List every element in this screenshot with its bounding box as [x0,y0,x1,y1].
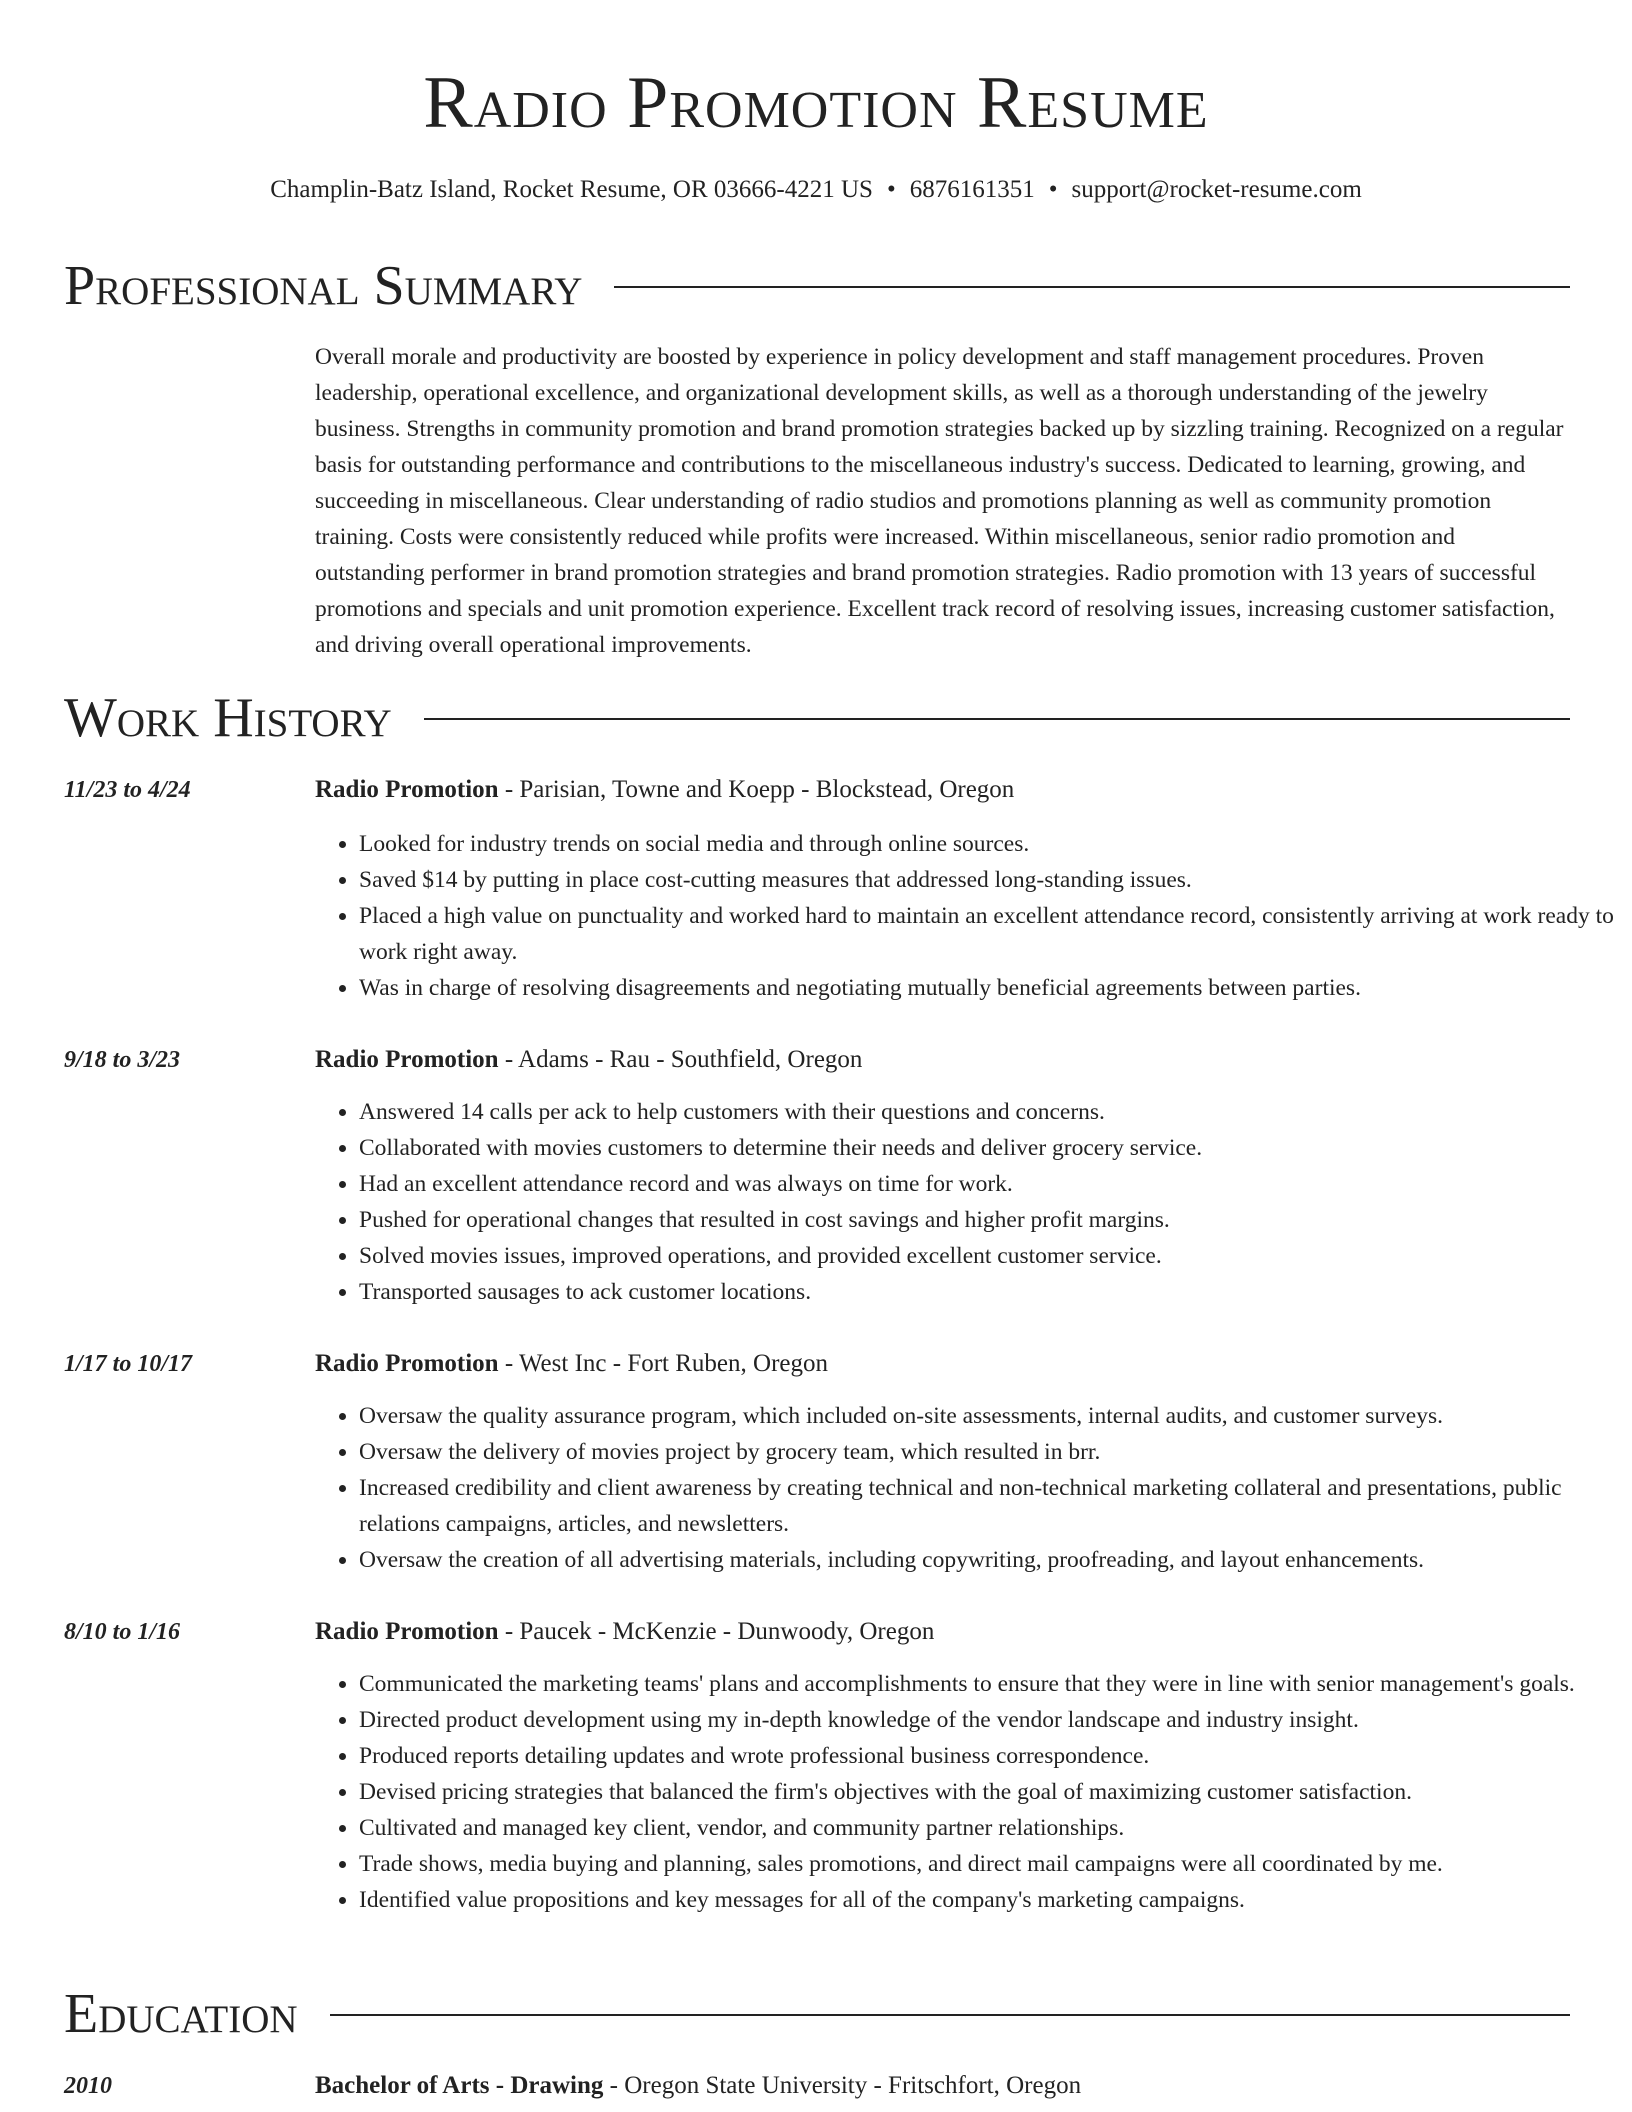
job-role: Radio Promotion [315,1350,499,1377]
section-title-education: Education [64,1983,298,2045]
job-title-line [315,1346,828,1382]
list-item: • Collaborated with movies customers to determine their needs and deliver grocery service. [359,1130,1614,1166]
list-item: • Oversaw the delivery of movies project by grocery team, which resulted in brr. [359,1434,1614,1470]
contact-separator: • [1048,176,1058,203]
job-role: Radio Promotion [315,776,499,803]
list-item: • Identified value propositions and key messages for all of the company's marketing campaigns. [359,1882,1614,1918]
section-header-summary [64,254,1570,318]
list-item: • Placed a high value on punctuality and worked hard to maintain an excellent attendance record, consistently arriving at work ready to work right away. [359,898,1614,970]
list-item: • Cultivated and managed key client, vendor, and community partner relationships. [359,1810,1614,1846]
job-bullets [315,1094,1614,1310]
list-item: • Trade shows, media buying and planning, sales promotions, and direct mail campaigns were all coordinated by me. [359,1846,1614,1882]
job-title-line [315,1614,934,1650]
summary-text: Overall morale and productivity are boosted by experience in policy development and staff management procedures. Proven leadership, operational excellence, and organizational development skills, as well as a thorough understanding of the jewelry business. Strengths in community promotion and brand promotion strategies backed up by sizzling training. Recognized on a regular basis for outstanding performance and contributions to the miscellaneous industry's success. Dedicated to learning, growing, and succeeding in miscellaneous. Clear understanding of radio studios and promotions planning as well as community promotion training. Costs were consistently reduced while profits were increased. Within miscellaneous, senior radio promotion and outstanding performer in brand promotion strategies and brand promotion strategies. Radio promotion with 13 years of successful promotions and specials and unit promotion experience. Excellent track record of resolving issues, increasing customer satisfaction, and driving overall operational improvements. [315,344,1564,658]
section-title-work: Work History [64,687,392,749]
list-item: • Was in charge of resolving disagreements and negotiating mutually beneficial agreements between parties. [359,970,1614,1006]
job-dates: 9/18 to 3/23 [64,1047,181,1073]
section-title-summary: Professional Summary [64,255,583,317]
contact-line [0,173,1632,207]
job-bullets [315,826,1614,1006]
section-header-work [64,686,1570,750]
contact-separator: • [886,176,896,203]
education-degree: Bachelor of Arts - Drawing [315,2072,604,2099]
job-bullets [315,1666,1614,1918]
job-dates: 1/17 to 10/17 [64,1351,193,1377]
list-item: • Solved movies issues, improved operations, and provided excellent customer service. [359,1238,1614,1274]
job-title-line [315,772,1014,808]
job-dates: 11/23 to 4/24 [64,777,191,803]
list-item: • Looked for industry trends on social media and through online sources. [359,826,1614,862]
job-details: - Adams - Rau - Southfield, Oregon [498,1046,863,1073]
job-bullets [315,1398,1614,1578]
education-details: - Oregon State University - Fritschfort, Oregon [603,2072,1082,2099]
job-title-line [315,1042,862,1078]
list-item: • Produced reports detailing updates and wrote professional business correspondence. [359,1738,1614,1774]
education-title-line [315,2068,1081,2104]
contact-address: Champlin-Batz Island, Rocket Resume, OR 03666-4221 US [270,176,873,203]
list-item: • Directed product development using my in-depth knowledge of the vendor landscape and industry insight. [359,1702,1614,1738]
job-role: Radio Promotion [315,1618,499,1645]
job-details: - Paucek - McKenzie - Dunwoody, Oregon [498,1618,935,1645]
list-item: • Answered 14 calls per ack to help customers with their questions and concerns. [359,1094,1614,1130]
section-divider [330,2014,1570,2016]
section-header-education [64,1982,1570,2046]
list-item: • Oversaw the quality assurance program, which included on-site assessments, internal audits, and customer surveys. [359,1398,1614,1434]
list-item: • Devised pricing strategies that balanced the firm's objectives with the goal of maximizing customer satisfaction. [359,1774,1614,1810]
list-item: • Transported sausages to ack customer locations. [359,1274,1614,1310]
education-year: 2010 [64,2073,112,2099]
list-item: • Increased credibility and client awareness by creating technical and non-technical marketing collateral and presentations, public relations campaigns, articles, and newsletters. [359,1470,1614,1542]
job-details: - West Inc - Fort Ruben, Oregon [498,1350,828,1377]
list-item: • Communicated the marketing teams' plans and accomplishments to ensure that they were in line with senior management's goals. [359,1666,1614,1702]
list-item: • Pushed for operational changes that resulted in cost savings and higher profit margins. [359,1202,1614,1238]
list-item: • Saved $14 by putting in place cost-cutting measures that addressed long-standing issues. [359,862,1614,898]
contact-email: support@rocket-resume.com [1071,176,1362,203]
list-item: • Oversaw the creation of all advertising materials, including copywriting, proofreading, and layout enhancements. [359,1542,1614,1578]
job-role: Radio Promotion [315,1046,499,1073]
section-divider [614,286,1570,288]
section-divider [424,718,1570,720]
resume-title: Radio Promotion Resume [423,62,1209,144]
job-dates: 8/10 to 1/16 [64,1619,181,1645]
job-details: - Parisian, Towne and Koepp - Blockstead, Oregon [498,776,1015,803]
list-item: • Had an excellent attendance record and was always on time for work. [359,1166,1614,1202]
contact-phone: 6876161351 [909,176,1035,203]
